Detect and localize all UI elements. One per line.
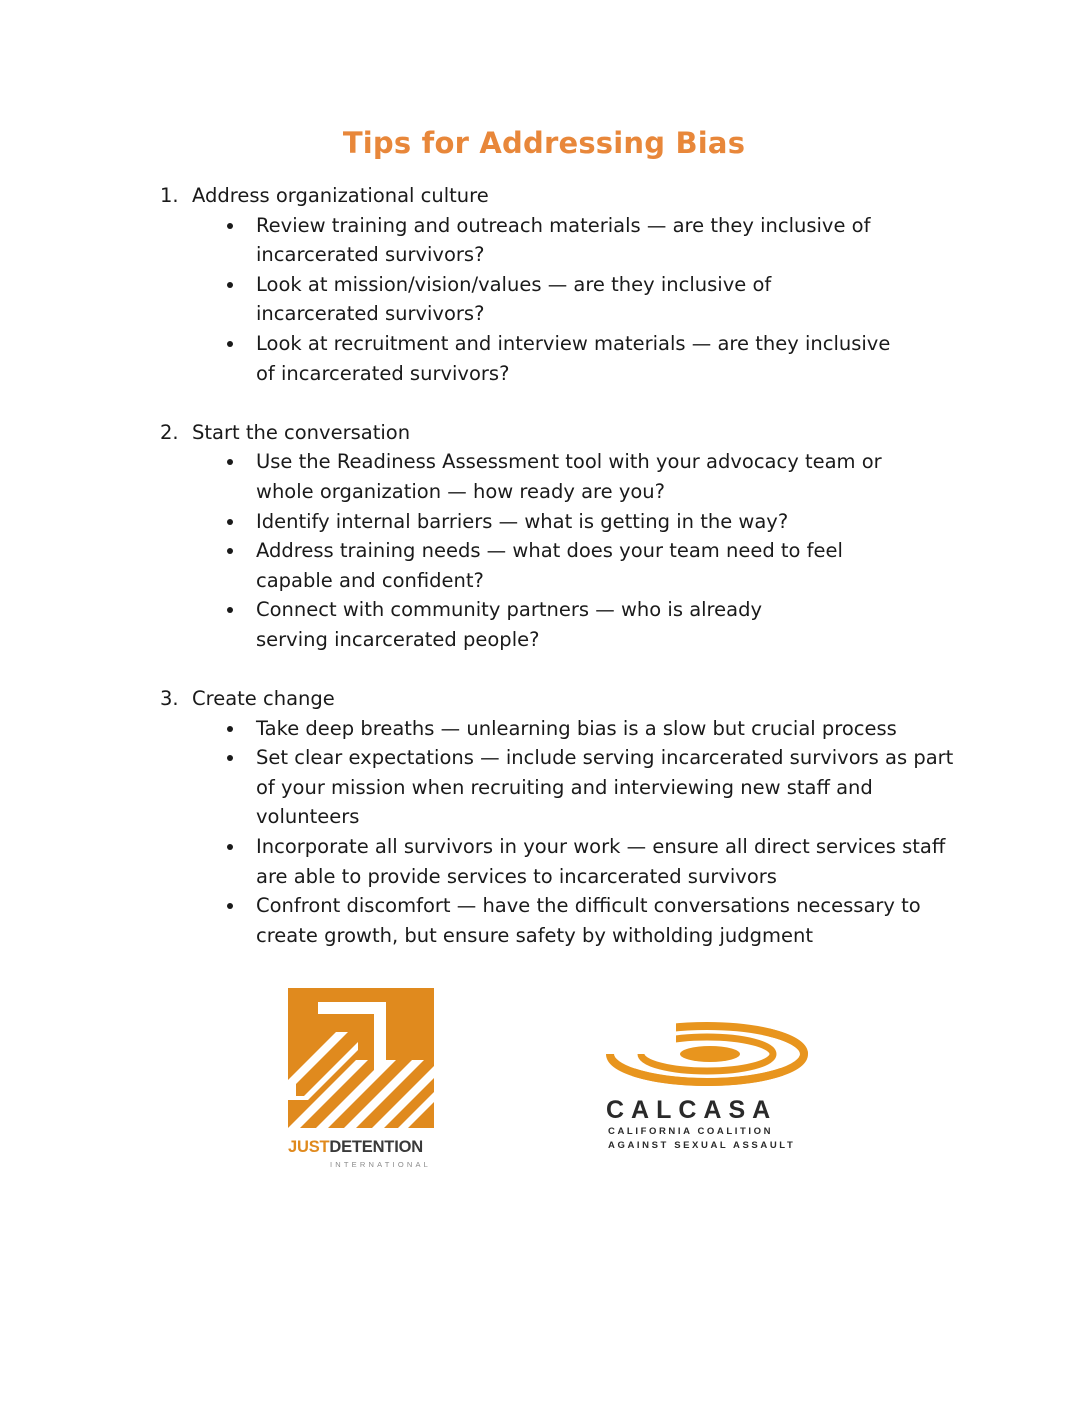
section-title: Create change	[192, 687, 335, 711]
list-item: Look at mission/vision/values — are they inclusive of incarcerated survivors?	[160, 270, 796, 329]
section-2	[160, 418, 980, 655]
list-item: Incorporate all survivors in your work — ensure all direct services staff are able to provide services to incarcerated survivors	[160, 832, 976, 891]
jdi-wordmark-sub: INTERNATIONAL	[330, 1160, 432, 1169]
section-heading	[160, 418, 980, 448]
section-3	[160, 684, 980, 950]
section-number: 1.	[160, 184, 179, 207]
bullet-list	[160, 211, 980, 389]
section-title: Address organizational culture	[192, 184, 489, 207]
page-title: Tips for Addressing Bias	[342, 126, 746, 160]
bullet-list	[160, 714, 980, 951]
calcasa-swirl-icon	[606, 1020, 808, 1088]
list-item: Use the Readiness Assessment tool with your advocacy team or whole organization — how ready are you?	[160, 447, 936, 506]
calcasa-wordmark: CALCASA	[606, 1096, 778, 1124]
list-item: Identify internal barriers — what is getting in the way?	[160, 507, 876, 537]
list-item: Address training needs — what does your team need to feel capable and confident?	[160, 536, 911, 595]
list-item: Look at recruitment and interview materials — are they inclusive of incarcerated survivors?	[160, 329, 906, 388]
section-number: 2.	[160, 420, 179, 444]
jdi-wordmark	[288, 1138, 434, 1157]
calcasa-subtitle-line2: AGAINST SEXUAL ASSAULT	[608, 1140, 796, 1151]
section-title: Start the conversation	[192, 420, 411, 444]
section-heading	[160, 684, 980, 714]
section-1	[160, 181, 980, 388]
section-number: 3.	[160, 687, 179, 711]
list-item: Review training and outreach materials — are they inclusive of incarcerated survivors?	[160, 211, 876, 270]
list-item: Connect with community partners — who is already serving incarcerated people?	[160, 595, 831, 654]
bullet-list	[160, 447, 980, 654]
list-item: Set clear expectations — include serving incarcerated survivors as part of your mission when recruiting and interviewing new staff and volunteers	[160, 743, 976, 832]
jdi-wordmark-just: JUST	[288, 1138, 330, 1156]
jdi-wordmark-detention: DETENTION	[329, 1138, 423, 1156]
calcasa-subtitle-line1: CALIFORNIA COALITION	[608, 1126, 774, 1137]
list-item: Confront discomfort — have the difficult conversations necessary to create growth, but ensure safety by witholding judgment	[160, 891, 976, 950]
list-item: Take deep breaths — unlearning bias is a slow but crucial process	[160, 714, 916, 744]
section-heading	[160, 181, 980, 211]
tips-list	[160, 181, 980, 980]
